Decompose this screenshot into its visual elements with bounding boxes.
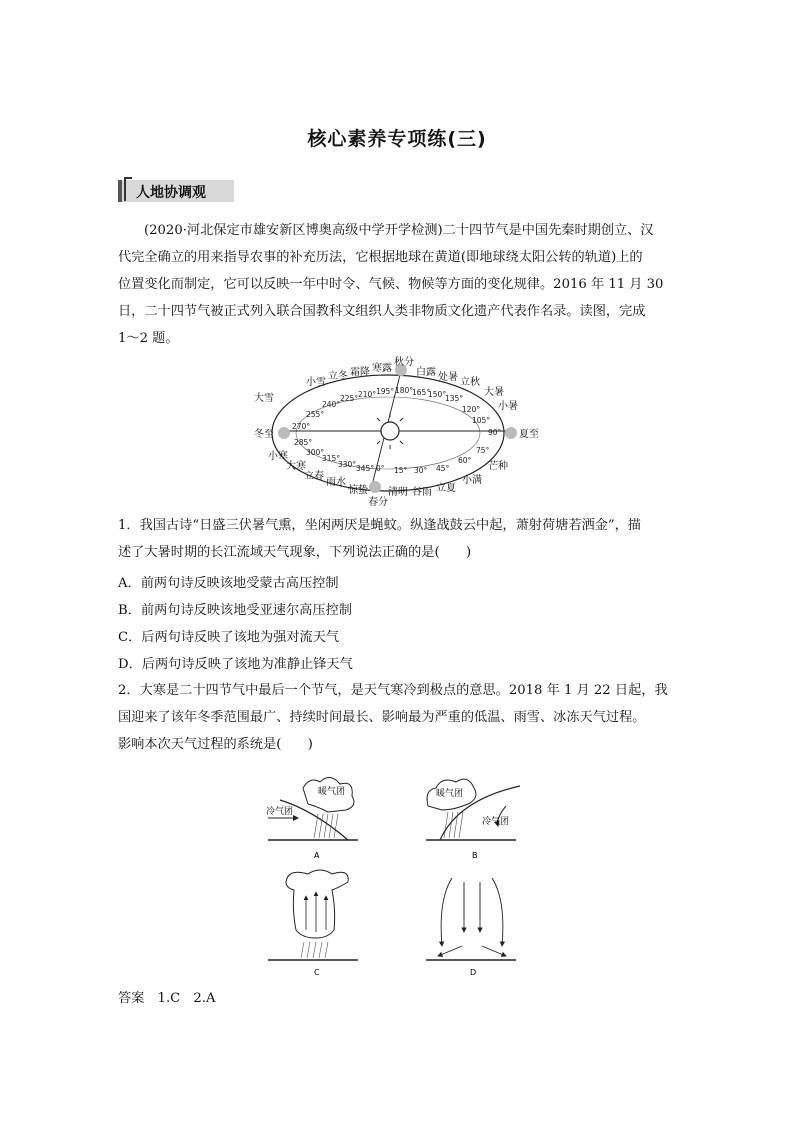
section-bracket — [124, 177, 132, 201]
panel-c-label: C — [314, 968, 320, 977]
term-spring-equinox: 春分 — [368, 497, 388, 508]
deg-150: 150° — [428, 390, 447, 399]
deg-270: 270° — [292, 422, 311, 431]
panel-b-cold-air: 冷气团 — [482, 817, 510, 827]
earth-summer-solstice — [505, 427, 517, 439]
term-yushui: 雨水 — [326, 477, 346, 488]
deg-60: 60° — [458, 456, 472, 465]
term-dahan: 大寒 — [286, 461, 306, 472]
q2-stem-line-3: 影响本次天气过程的系统是( ) — [118, 737, 313, 752]
deg-45: 45° — [436, 464, 450, 473]
deg-90: 90° — [488, 428, 502, 437]
deg-195: 195° — [376, 387, 395, 396]
term-jingzhe: 惊蛰 — [348, 485, 368, 496]
term-xiaoxue: 小雪 — [306, 377, 326, 388]
term-lidong: 立冬 — [328, 371, 348, 382]
panel-a-warm-air: 暖气团 — [318, 787, 346, 797]
term-winter-solstice: 冬至 — [254, 429, 274, 440]
panel-a-cold-air: 冷气团 — [266, 807, 294, 817]
term-dashu: 大暑 — [484, 387, 504, 398]
deg-240: 240° — [322, 400, 341, 409]
term-xiaohan: 小寒 — [268, 451, 288, 462]
deg-105: 105° — [472, 416, 491, 425]
page-title: 核心素养专项练(三) — [307, 128, 487, 150]
intro-line-2: 代完全确立的用来指导农事的补充历法，它根据地球在黄道(即地球绕太阳公转的轨道)上的 — [118, 250, 643, 265]
section-tag — [118, 180, 234, 202]
deg-165: 165° — [412, 388, 431, 397]
panel-b-warm-front — [426, 779, 520, 860]
term-mangzhong: 芒种 — [488, 461, 508, 472]
q2-stem-line-2: 国迎来了该年冬季范围最广、持续时间最长、影响最为严重的低温、雨雪、冰冻天气过程。 — [118, 710, 646, 725]
deg-285: 285° — [294, 438, 313, 447]
deg-120: 120° — [462, 405, 481, 414]
deg-225: 225° — [340, 394, 359, 403]
panel-a-label: A — [314, 851, 320, 860]
intro-line-4: 日，二十四节气被正式列入联合国教科文组织人类非物质文化遗产代表作名录。读图，完成 — [118, 304, 646, 319]
deg-15: 15° — [394, 466, 408, 475]
term-chushu: 处暑 — [438, 372, 458, 383]
weather-systems-figure — [258, 770, 538, 980]
panel-b-warm-air: 暖气团 — [436, 789, 464, 799]
panel-c-convection — [268, 870, 358, 977]
deg-180: 180° — [395, 386, 414, 395]
term-shuangjiang: 霜降 — [350, 367, 370, 378]
q1-option-c: C．后两句诗反映了该地为强对流天气 — [118, 630, 340, 645]
earth-spring-equinox — [369, 481, 381, 493]
panel-b-label: B — [472, 851, 478, 860]
term-lixia: 立夏 — [436, 483, 456, 494]
solar-terms-orbit-diagram — [240, 355, 560, 515]
term-summer-solstice: 夏至 — [519, 429, 539, 440]
intro-line-1: (2020·河北保定市雄安新区博奥高级中学开学检测)二十四节气是中国先秦时期创立、汉 — [144, 223, 654, 238]
deg-300: 300° — [306, 448, 325, 457]
term-daxue: 大雪 — [254, 393, 274, 404]
q1-stem-line-2: 述了大暑时期的长江流域天气现象，下列说法正确的是( ) — [118, 545, 472, 560]
panel-d-label: D — [470, 968, 477, 977]
q1-option-a: A．前两句诗反映该地受蒙古高压控制 — [118, 576, 339, 591]
term-xiaoman: 小满 — [462, 475, 482, 486]
deg-0: 0° — [376, 464, 385, 473]
panel-d-high-pressure — [426, 878, 516, 977]
deg-330: 330° — [338, 460, 357, 469]
term-bailu: 白露 — [416, 367, 436, 378]
deg-315: 315° — [322, 454, 341, 463]
intro-line-3: 位置变化而制定，它可以反映一年中时令、气候、物候等方面的变化规律。2016 年 11 月 30 — [118, 277, 664, 292]
deg-345: 345° — [356, 464, 375, 473]
q1-option-b: B．前两句诗反映该地受亚速尔高压控制 — [118, 603, 352, 618]
earth-winter-solstice — [278, 427, 290, 439]
term-lichun: 立春 — [304, 471, 324, 482]
q1-option-d: D．后两句诗反映了该地为准静止锋天气 — [118, 657, 353, 672]
term-hanlu: 寒露 — [372, 363, 392, 374]
panel-a-cold-front — [266, 777, 358, 860]
section-label: 人地协调观 — [136, 185, 206, 201]
deg-255: 255° — [306, 410, 325, 419]
term-qingming: 清明 — [388, 487, 408, 498]
deg-30: 30° — [414, 466, 428, 475]
q2-stem-line-1: 2．大寒是二十四节气中最后一个节气，是天气寒冷到极点的意思。2018 年 1 月 22 日起，我 — [118, 683, 668, 698]
term-autumn-equinox: 秋分 — [394, 357, 414, 368]
term-guyu: 谷雨 — [412, 487, 432, 498]
answer-line: 答案 1.C 2.A — [118, 991, 216, 1006]
deg-135: 135° — [445, 394, 464, 403]
q1-stem-line-1: 1．我国古诗“日盛三伏暑气熏，坐闲两厌是蝇蚊。纵逢战鼓云中起，萧射荷塘若洒金”，描 — [118, 518, 641, 533]
deg-75: 75° — [476, 446, 490, 455]
intro-line-5: 1～2 题。 — [118, 331, 179, 346]
deg-210: 210° — [358, 390, 377, 399]
term-liqiu: 立秋 — [460, 377, 480, 388]
term-xiaoshu: 小暑 — [498, 401, 518, 412]
